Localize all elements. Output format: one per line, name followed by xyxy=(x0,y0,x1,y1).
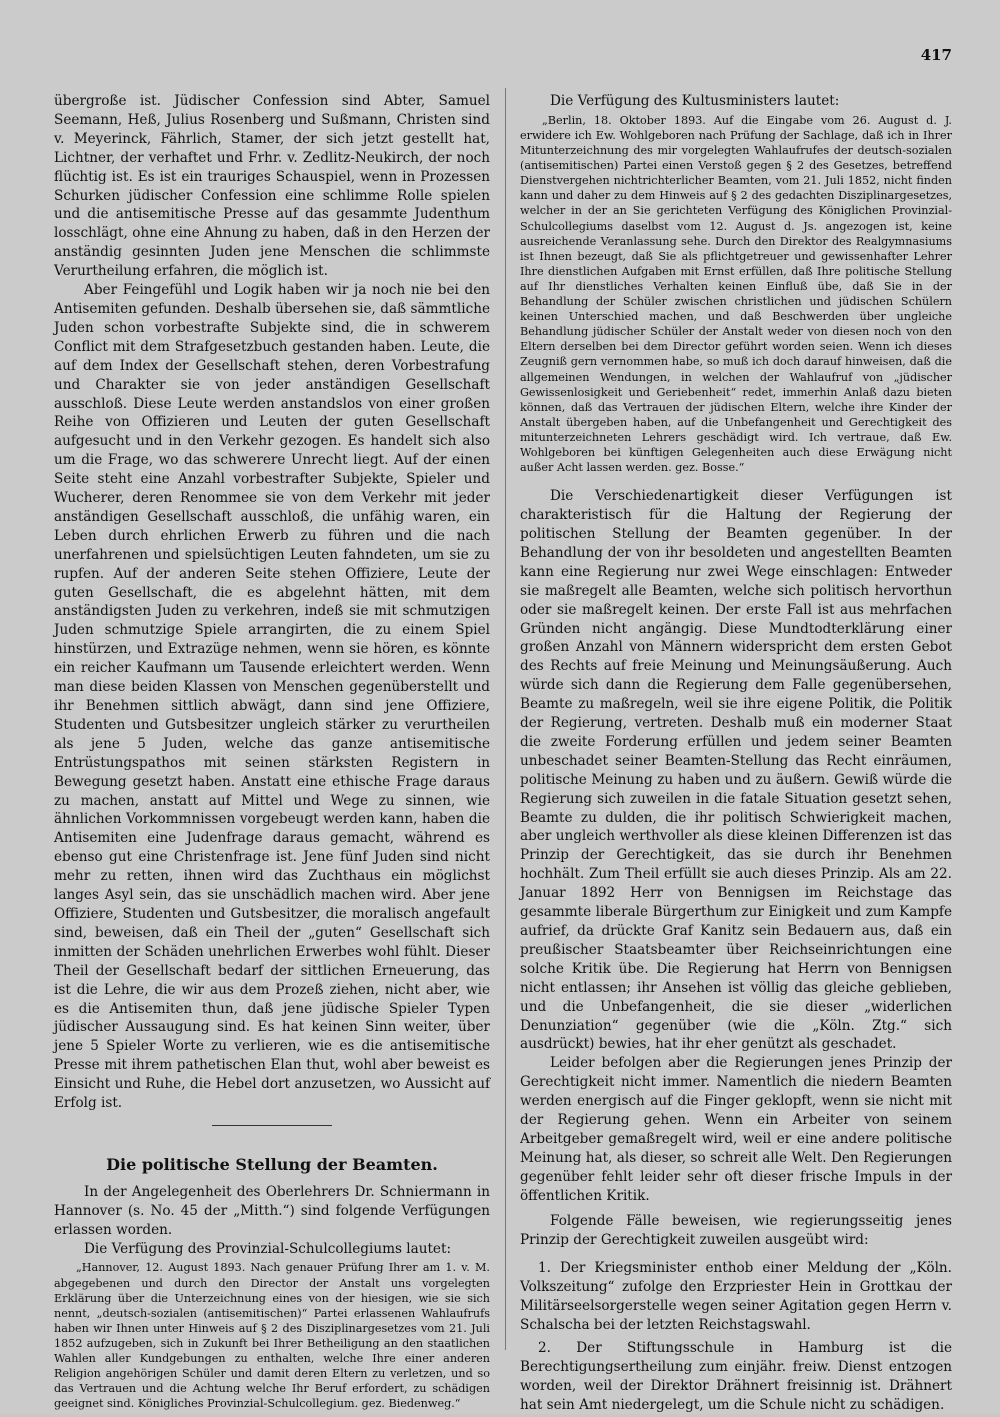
right-paragraph-2: Leider befolgen aber die Regierungen jenes Prinzip der Gerechtigkeit nicht immer. Namentlich die niedern Beamten werden energisch auf die Finger geklopft, wenn sie nicht mit der Regierung gehen. Wenn ein Arbeiter von seinem Arbeitgeber gemaßregelt wird, weil er eine andere politische Meinung hat, als dieser, so schreit alle Welt. Den Regierungen gegenüber fehlt leider sehr oft dieser frische Impuls in der öffentlichen Kritik. xyxy=(520,1055,952,1204)
page-number: 417 xyxy=(920,46,952,64)
left-after-heading-1: In der Angelegenheit des Oberlehrers Dr. Schniermann in Hannover (s. No. 45 der „Mitth.“) sind folgende Verfügungen erlassen worden. xyxy=(54,1183,490,1238)
list-item: 2. Der Stiftungsschule in Hamburg ist die Berechtigungsertheilung zum einjähr. freiw. Dienst entzogen worden, weil der Direktor Drähnert freisinnig ist. Drähnert hat sein Amt niedergelegt, um die Schule nicht zu schädigen. xyxy=(520,1340,952,1413)
left-after-heading-2: Die Verfügung des Provinzial-Schulcollegiums lautet: xyxy=(84,1240,452,1257)
left-paragraph-1: übergroße ist. Jüdischer Confession sind Abter, Samuel Seemann, Heß, Julius Rosenberg und Sußmann, Christen sind v. Meyerinck, Fährlich, Stamer, der sich jetzt gestellt hat, Lichtner, der verhaftet und Frhr. v. Zedlitz-Neukirch, der noch flüchtig ist. Es ist ein trauriges Schauspiel, wenn in Prozessen Schurken jüdischer Confession eine schlimme Rolle spielen und die antisemitische Presse auf das gesammte Judenthum losschlägt, ohne eine Ahnung zu haben, daß in den Herzen der anständig gesinnten Juden jene Menschen die schlimmste Verurtheilung erfahren, die möglich ist. xyxy=(54,93,490,280)
spacer xyxy=(520,1249,952,1255)
right-column xyxy=(520,92,952,1415)
right-paragraph-3: Folgende Fälle beweisen, wie regierungsseitig jenes Prinzip der Gerechtigkeit zuweilen ausgeübt wird: xyxy=(520,1212,952,1248)
section-heading: Die politische Stellung der Beamten. xyxy=(106,1154,438,1174)
section-separator xyxy=(212,1125,332,1126)
right-intro: Die Verfügung des Kultusministers lautet: xyxy=(550,93,840,109)
right-paragraph-1: Die Verschiedenartigkeit dieser Verfügungen ist charakteristisch für die Haltung der Regierung der politischen Stellung der Beamten gegenüber. In der Behandlung der von ihr besoldeten und angestellten Beamten kann eine Regierung nur zwei Wege einschlagen: Entweder sie maßregelt alle Beamten, welche sich politisch hervorthun oder sie maßregelt keinen. Der erste Fall ist aus mehrfachen Gründen nicht angängig. Diese Mundtodterklärung einer großen Anzahl von Männern widerspricht dem ersten Gebot des Rechts auf freie Meinung und Meinungsäußerung. Auch würde sich dann die Regierung dem Falle gegenübersehen, Beamte zu maßregeln, weil sie ihre eigene Politik, die Politik der Regierung, vertreten. Deshalb muß ein moderner Staat die zweite Forderung erfüllen und jedem seiner Beamten unbeschadet seiner Beamten-Stellung das Recht einräumen, politische Meinung zu haben und zu äußern. Gewiß würde die Regierung sich zuweilen in die fatale Situation gesetzt sehen, Beamte zu dulden, die ihr politisch Schwierigkeit machen, aber ungleich werthvoller als diese kleinen Differenzen ist das Prinzip der Gerechtigkeit, das sie durch ihr Benehmen hochhält. Zum Theil erfüllt sie auch dieses Prinzip. Als am 22. Januar 1892 Herr von Bennigsen im Reichstage das gesammte liberale Bürgerthum zur Einigkeit und zum Kampfe aufrief, da drückte Graf Kanitz sein Bedauern aus, daß ein preußischer Staatsbeamter über Reichseinrichtungen eine solche Kritik übe. Die Regierung hat Herrn von Bennigsen nicht entlassen; ihr Ansehen ist völlig das gleiche geblieben, und die Unbefangenheit, die sie dieser „widerlichen Denunziation“ gegenüber (wie die „Köln. Ztg.“ sich ausdrückt) bewies, hat ihr eher genützt als geschadet. xyxy=(520,488,952,1053)
left-column xyxy=(54,92,490,1417)
provincial-decree-quote: „Hannover, 12. August 1893. Nach genauer Prüfung Ihrer am 1. v. M. abgegebenen und durch den Director der Anstalt uns vorgelegten Erklärung über die Unterzeichnung eines von der hiesigen, wie sie sich nennt, „deutsch-sozialen (antisemitischen)“ Partei erlassenen Wahlaufrufs haben wir Ihnen unter Hinweis auf § 2 des Disziplinargesetzes vom 21. Juli 1852 aufzugeben, sich in Zukunft bei Ihrer Betheiligung an den staatlichen Wahlen aller Kundgebungen zu enthalten, welche Ihre einer anderen Religion angehörigen Schüler und damit deren Eltern zu verletzen, und so das Vertrauen und die Achtung welche Ihr Beruf erfordert, zu schädigen geeignet sind. Königliches Provinzial-Schulcollegium. gez. Biedenweg.“ xyxy=(54,1261,490,1411)
ministerial-decree-quote: „Berlin, 18. Oktober 1893. Auf die Eingabe vom 26. August d. J. erwidere ich Ew. Wohlgeboren nach Prüfung der Sachlage, daß ich in Ihrer Mitunterzeichnung des mir vorgelegten Wahlaufrufes der deutsch-sozialen (antisemitischen) Partei einen Verstoß gegen § 2 des Gesetzes, betreffend Dienstvergehen nichtrichterlicher Beamten, vom 21. Juli 1852, nicht finden kann und daher zu dem Hinweis auf § 2 des gedachten Disziplinargesetzes, welcher in der an Sie gerichteten Verfügung des Königlichen Provinzial-Schulcollegiums daselbst vom 12. August d. Js. angezogen ist, keine ausreichende Veranlassung sehe. Durch den Direktor des Realgymnasiums ist Ihnen bezeugt, daß Sie als pflichtgetreuer und gewissenhafter Lehrer Ihre dienstlichen Aufgaben mit Ernst erfüllen, daß Ihre politische Stellung auf Ihr dienstliches Verhalten keinen Einfluß übe, daß Sie in der Behandlung der Schüler zwischen christlichen und jüdischen Schülern keinen Unterschied machen, und daß Beschwerden über ungleiche Behandlung jüdischer Schüler der Anstalt weder von diesen noch von den Eltern derselben bei dem Director geführt worden seien. Wenn ich dieses Zeugniß gern vernommen habe, so muß ich doch darauf hinweisen, daß die allgemeinen Wendungen, in welchen der Wahlaufruf von „jüdischer Gewissenlosigkeit und Geriebenheit“ redet, immerhin Anlaß dazu bieten können, daß das Vertrauen der jüdischen Eltern, welche ihre Kinder der Anstalt übergeben haben, auf die Unbefangenheit und Gerechtigkeit des mitunterzeichneten Lehrers geschädigt wird. Ich vertraue, daß Ew. Wohlgeboren bei künftigen Gelegenheiten auch diese Erwägung nicht außer Acht lassen werden. gez. Bosse.“ xyxy=(520,113,952,475)
left-paragraph-2: Aber Feingefühl und Logik haben wir ja noch nie bei den Antisemiten gefunden. Deshalb übersehen sie, daß sämmtliche Juden schon vorbestrafte Subjekte sind, die in schwerem Conflict mit dem Strafgesetzbuch gestanden haben. Leute, die auf dem Index der Gesellschaft stehen, deren Vorbestrafung und Charakter sie von jeder anständigen Gesellschaft ausschloß. Diese Leute werden anstandslos von einer großen Reihe von Offizieren und Leuten der guten Gesellschaft aufgesucht und in den Verkehr gezogen. Es handelt sich also um die Frage, wo das schwerere Unrecht liegt. Auf der einen Seite steht eine Anzahl vorbestrafter Subjekte, Spieler und Wucherer, deren Renommee sie von dem Verkehr mit jeder anständigen Gesellschaft ausschloß, die unfähig waren, ein Leben durch ehrlichen Erwerb zu führen und die nach unerfahrenen und spielsüchtigen Leuten fahndeten, um sie zu rupfen. Auf der anderen Seite stehen Offiziere, Leute der guten Gesellschaft, die es abgelehnt hätten, mit dem anständigsten Juden zu verkehren, indeß sie mit schmutzigen Juden schmutzige Spiele arrangirten, die zu einem Spiel hinstürzen, und Extrazüge nehmen, wenn sie hören, es könnte ein reicher Kaufmann um Tausende erleichtert werden. Wenn man diese beiden Klassen von Menschen gegenüberstellt und ihr Benehmen sittlich abwägt, dann sind jene Offiziere, Studenten und Gutsbesitzer ungleich stärker zu verurtheilen als jene 5 Juden, welche das ganze antisemitische Entrüstungspathos mit seinen stärksten Registern in Bewegung gesetzt haben. Anstatt eine ethische Frage daraus zu machen, anstatt auf Mittel und Wege zu sinnen, wie ähnlichen Vorkommnissen vorgebeugt werden kann, haben die Antisemiten eine Judenfrage daraus gemacht, während es ebenso gut eine Christenfrage ist. Jene fünf Juden sind nicht mehr zu retten, ihnen wird das Zuchthaus ein möglichst langes Asyl sein, das sie unschädlich machen wird. Aber jene Offiziere, Studenten und Gutsbesitzer, die moralisch angefault sind, beweisen, daß ein Theil der „guten“ Gesellschaft sich inmitten der Schäden unehrlichen Erwerbes wohl fühlt. Dieser Theil der Gesellschaft bedarf der sittlichen Erneuerung, das ist die Lehre, die wir aus dem Prozeß ziehen, nicht aber, wie es die Antisemiten thun, daß jene jüdische Spieler Typen jüdischer Aussaugung sind. Es hat keinen Sinn weiter, über jene 5 Spieler Worte zu verlieren, wie es die antisemitische Presse mit ihrem pathetischen Elan thut, wohl aber beweist es Einsicht und Ruhe, die Hebel dort anzusetzen, wo Aussicht auf Erfolg ist. xyxy=(54,282,490,1112)
list-item: 1. Der Kriegsminister enthob einer Meldung der „Köln. Volkszeitung“ zufolge den Erzpriester Hein in Grottkau der Militärseelsorgerstelle wegen seiner Agitation gegen Herrn v. Schalscha bei der letzten Reichstagswahl. xyxy=(520,1260,952,1334)
column-divider xyxy=(505,88,506,1350)
